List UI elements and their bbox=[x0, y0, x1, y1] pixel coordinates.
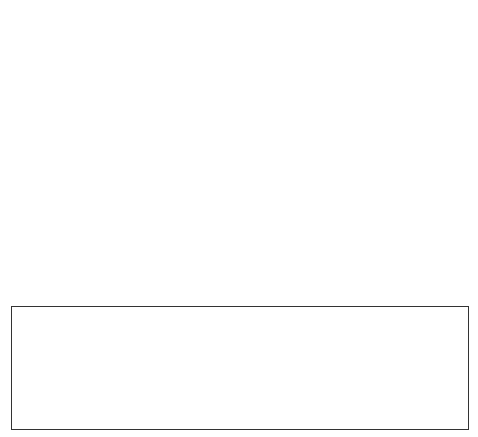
bogi-box bbox=[11, 306, 469, 430]
